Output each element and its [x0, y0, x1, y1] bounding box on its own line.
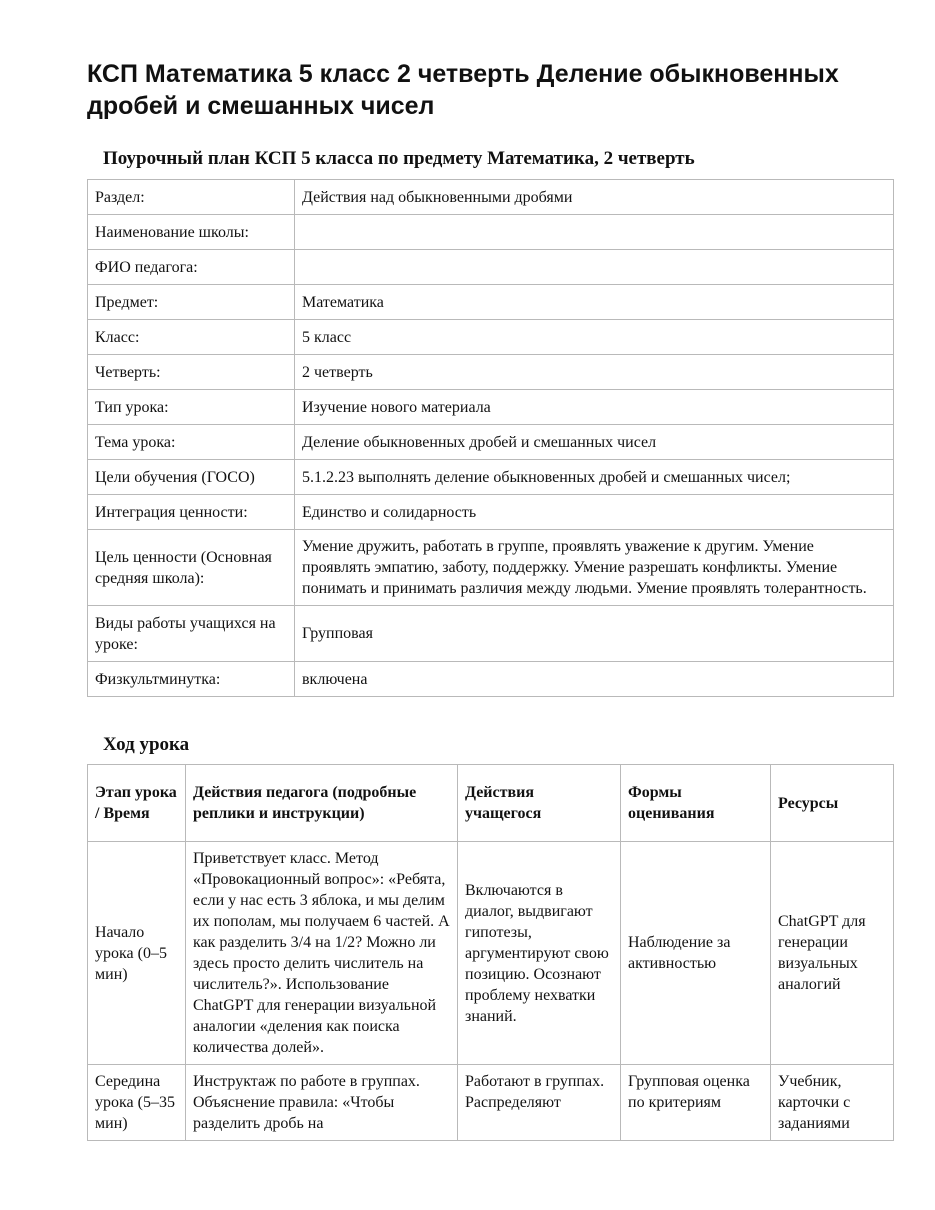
- info-label: Физкультминутка:: [88, 662, 295, 697]
- teacher-actions-cell: Приветствует класс. Метод «Провокационный вопрос»: «Ребята, если у нас есть 3 яблока, и мы делим их пополам, мы получаем 6 частей. А как разделить 3/4 на 1/2? Можно ли здесь просто делить числитель на числитель?». Использование ChatGPT для генерации визуальной аналогии «деления как поиска количества долей».: [186, 842, 458, 1065]
- info-row-subject: [88, 285, 894, 320]
- column-header-teacher-actions: Действия педагога (подробные реплики и инструкции): [186, 765, 458, 842]
- column-header-resources: Ресурсы: [771, 765, 894, 842]
- stage-cell: Середина урока (5–35 мин): [88, 1065, 186, 1141]
- column-header-student-actions: Действия учащегося: [458, 765, 621, 842]
- info-label: Тип урока:: [88, 390, 295, 425]
- info-row-quarter: [88, 355, 894, 390]
- info-value: 2 четверть: [295, 355, 894, 390]
- info-row-work-types: [88, 606, 894, 662]
- info-value: 5 класс: [295, 320, 894, 355]
- column-header-assessment: Формы оценивания: [621, 765, 771, 842]
- assessment-cell: Наблюдение за активностью: [621, 842, 771, 1065]
- info-value: 5.1.2.23 выполнять деление обыкновенных дробей и смешанных чисел;: [295, 460, 894, 495]
- info-label: Раздел:: [88, 180, 295, 215]
- info-label: ФИО педагога:: [88, 250, 295, 285]
- info-row-topic: [88, 425, 894, 460]
- resources-cell: Учебник, карточки с заданиями: [771, 1065, 894, 1141]
- assessment-cell: Групповая оценка по критериям: [621, 1065, 771, 1141]
- info-value: [295, 250, 894, 285]
- info-label: Наименование школы:: [88, 215, 295, 250]
- column-header-stage: Этап урока / Время: [88, 765, 186, 842]
- info-label: Четверть:: [88, 355, 295, 390]
- lesson-flow-table: [87, 764, 894, 1141]
- info-row-learning-goals: [88, 460, 894, 495]
- info-label: Предмет:: [88, 285, 295, 320]
- info-row-lesson-type: [88, 390, 894, 425]
- info-row-value-goal: [88, 530, 894, 606]
- info-value: Единство и солидарность: [295, 495, 894, 530]
- lesson-info-table: [87, 179, 894, 697]
- lesson-row-start: [88, 842, 894, 1065]
- info-value: Деление обыкновенных дробей и смешанных чисел: [295, 425, 894, 460]
- info-label: Класс:: [88, 320, 295, 355]
- lesson-row-middle: [88, 1065, 894, 1141]
- info-value: Изучение нового материала: [295, 390, 894, 425]
- info-value: Групповая: [295, 606, 894, 662]
- student-actions-cell: Включаются в диалог, выдвигают гипотезы, аргументируют свою позицию. Осознают проблему нехватки знаний.: [458, 842, 621, 1065]
- info-label: Цели обучения (ГОСО): [88, 460, 295, 495]
- info-value: [295, 215, 894, 250]
- info-label: Интеграция ценности:: [88, 495, 295, 530]
- info-row-section: [88, 180, 894, 215]
- info-row-grade: [88, 320, 894, 355]
- info-row-school: [88, 215, 894, 250]
- lesson-header-row: [88, 765, 894, 842]
- document-title: КСП Математика 5 класс 2 четверть Деление обыкновенных дробей и смешанных чисел: [87, 60, 839, 120]
- info-row-value-integration: [88, 495, 894, 530]
- info-label: Виды работы учащихся на уроке:: [88, 606, 295, 662]
- info-value: включена: [295, 662, 894, 697]
- info-label: Цель ценности (Основная средняя школа):: [88, 530, 295, 606]
- teacher-actions-cell: Инструктаж по работе в группах. Объяснение правила: «Чтобы разделить дробь на: [186, 1065, 458, 1141]
- stage-cell: Начало урока (0–5 мин): [88, 842, 186, 1065]
- lesson-flow-heading: Ход урока: [103, 734, 190, 755]
- resources-cell: ChatGPT для генерации визуальных аналогий: [771, 842, 894, 1065]
- student-actions-cell: Работают в группах. Распределяют: [458, 1065, 621, 1141]
- info-label: Тема урока:: [88, 425, 295, 460]
- info-row-physical-break: [88, 662, 894, 697]
- info-row-teacher: [88, 250, 894, 285]
- info-value: Математика: [295, 285, 894, 320]
- plan-heading: Поурочный план КСП 5 класса по предмету Математика, 2 четверть: [103, 148, 695, 169]
- info-value: Умение дружить, работать в группе, проявлять уважение к другим. Умение проявлять эмпатию, заботу, поддержку. Умение разрешать конфликты. Умение понимать и принимать различия между людьми. Умение проявлять толерантность.: [295, 530, 894, 606]
- info-value: Действия над обыкновенными дробями: [295, 180, 894, 215]
